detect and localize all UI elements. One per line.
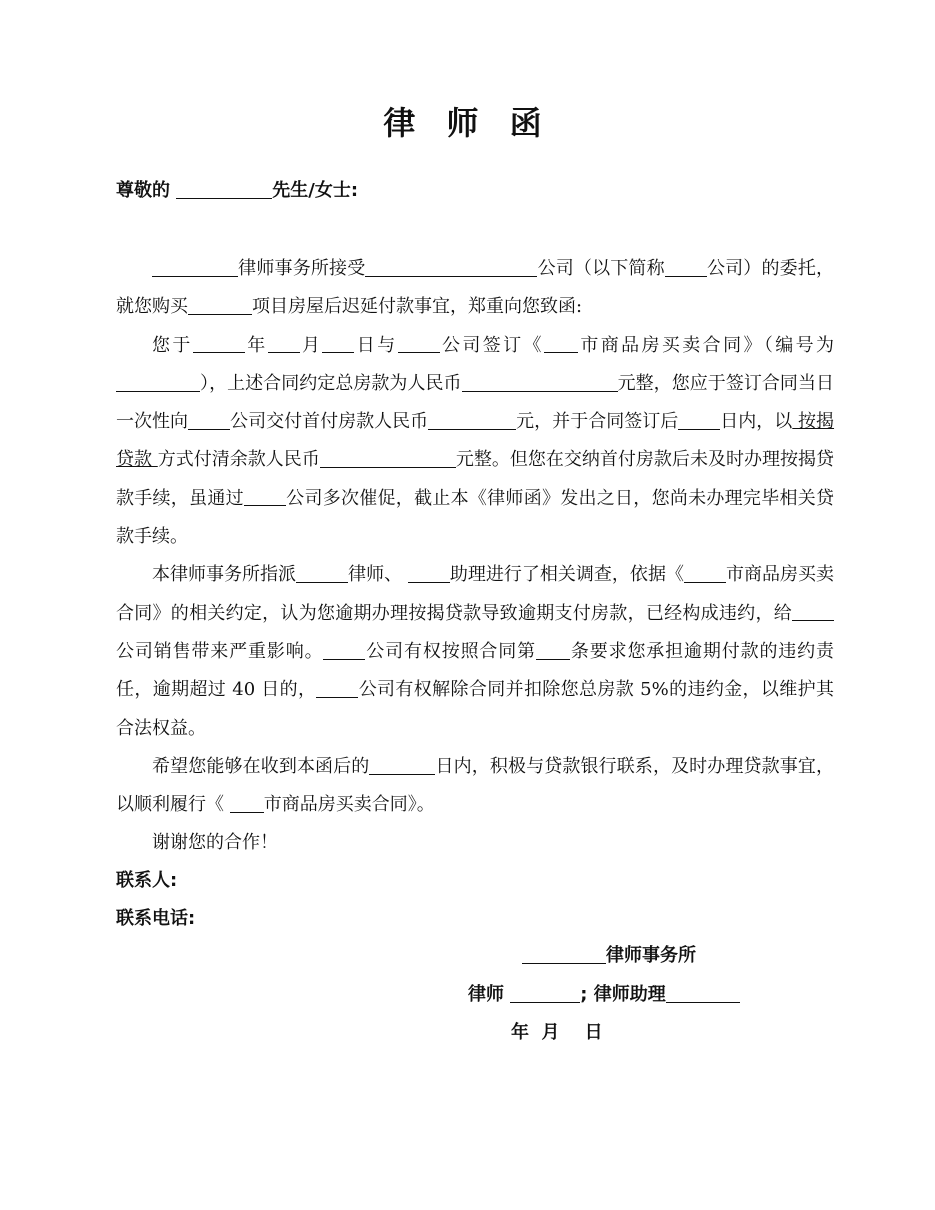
signature-lawyer-label: 律师 [468, 984, 511, 1005]
p2-text-2: 年 [244, 334, 268, 356]
day-blank[interactable] [322, 333, 354, 353]
paragraph-investigation [116, 556, 834, 747]
signature-lawyer-blank[interactable] [510, 983, 580, 1003]
loan-method: 按揭贷款 [116, 411, 835, 471]
thanks-line: 谢谢您的合作！ [152, 832, 278, 854]
down-payment-blank[interactable] [428, 410, 516, 430]
signature-date: 年 月 日 [511, 1022, 603, 1043]
signature-firm-label: 律师事务所 [606, 945, 696, 966]
p2-text-13: 元整。但您在交纳首付房款后未及时办理按揭贷款手续，虽通过 [116, 449, 834, 509]
p2-text-6: 市商品房买卖合同》（编号为 [577, 334, 835, 356]
document-title: 律 师 函 [383, 104, 552, 142]
p2-text-5: 公司签订《 [439, 334, 544, 356]
contact-person-label: 联系人: [116, 870, 178, 891]
p1-text-3: 公司）的委托，就您购买 [116, 258, 834, 318]
signature-assistant-label: ; 律师助理 [580, 984, 666, 1005]
p4-text-1: 希望您能够在收到本函后的 [152, 755, 370, 777]
city-blank[interactable] [544, 333, 578, 353]
signature-firm-blank[interactable] [522, 944, 606, 964]
salutation [116, 176, 358, 202]
p1-text-4: 项目房屋后迟延付款事宜，郑重向您致函: [252, 296, 583, 318]
p2-text-1: 您于 [152, 334, 193, 356]
p3-text-7: 条要求您承担逾期付款的违约责任，逾期超过 40 日的， [116, 640, 835, 701]
contact-phone-label: 联系电话: [116, 908, 196, 929]
company-blank[interactable] [365, 257, 537, 277]
salutation-prefix: 尊敬的 [116, 180, 177, 201]
seller-blank[interactable] [398, 333, 440, 353]
signature-assistant-blank[interactable] [666, 983, 740, 1003]
terminating-company-blank[interactable] [316, 678, 358, 698]
p2-text-14: 公司多次催促，截止本《律师函》发出之日，您尚未办理完毕相关贷款手续。 [116, 487, 835, 548]
payee-blank[interactable] [188, 410, 230, 430]
p2-text-10: 元，并于合同签订后 [516, 411, 679, 433]
p3-text-5: 公司销售带来严重影响。 [116, 640, 324, 662]
company-short-blank[interactable] [665, 257, 707, 277]
p1-text-2: 公司（以下简称 [537, 258, 665, 279]
signature-lawyers [468, 980, 740, 1006]
contract-number-blank[interactable] [116, 372, 200, 392]
month-blank[interactable] [268, 333, 300, 353]
year-blank[interactable] [193, 333, 245, 353]
p4-text-3: 市商品房买卖合同》。 [263, 794, 435, 816]
p1-text-1: 律师事务所接受 [238, 258, 366, 279]
p3-text-6: 公司有权按照合同第 [365, 640, 537, 662]
p2-text-4: 日与 [354, 334, 398, 356]
p2-text-11: 日内，以 [720, 411, 793, 433]
assistant-name-blank[interactable] [408, 563, 450, 583]
p2-text-7: ），上述合同约定总房款为人民币 [200, 372, 462, 394]
p2-text-9: 公司交付首付房款人民币 [230, 411, 429, 433]
deadline-days-blank[interactable] [369, 755, 435, 775]
urging-company-blank[interactable] [244, 487, 286, 507]
salutation-suffix: 先生/女士: [272, 180, 359, 201]
paragraph-request [116, 748, 834, 825]
signature-firm [522, 941, 696, 967]
p3-text-8: 公司有权解除合同并扣除您总房款 5%的违约金，以维护其合法权益。 [116, 679, 834, 739]
p3-text-4: 市商品房买卖合同》的相关约定，认为您逾期办理按揭贷款导致逾期支付房款，已经构成违约，给 [116, 564, 835, 624]
p4-text-2: 日内，积极与贷款银行联系，及时办理贷款事宜，以顺利履行《 [116, 755, 835, 816]
recipient-name-blank[interactable] [176, 179, 272, 199]
lawyer-name-blank[interactable] [296, 563, 348, 583]
final-city-blank[interactable] [230, 793, 264, 813]
p2-text-12: 方式付清余款人民币 [157, 449, 320, 471]
days-blank[interactable] [678, 410, 720, 430]
affected-company-blank[interactable] [792, 601, 834, 621]
clause-number-blank[interactable] [536, 640, 570, 660]
p3-text-1: 本律师事务所指派 [152, 564, 297, 586]
law-firm-blank[interactable] [152, 257, 238, 277]
project-blank[interactable] [188, 295, 252, 315]
p2-text-3: 月 [299, 334, 323, 356]
p2-text-8: 元整，您应于签订合同当日一次性向 [116, 372, 835, 433]
total-price-blank[interactable] [462, 372, 618, 392]
letter-body [116, 250, 834, 863]
remaining-amount-blank[interactable] [320, 448, 456, 468]
paragraph-commission [116, 250, 834, 327]
p3-text-2: 律师、 [348, 564, 408, 586]
p3-text-3: 助理进行了相关调查，依据《 [449, 564, 684, 586]
entitled-company-blank[interactable] [323, 640, 365, 660]
paragraph-facts [116, 327, 834, 557]
contract-city-blank[interactable] [684, 563, 726, 583]
